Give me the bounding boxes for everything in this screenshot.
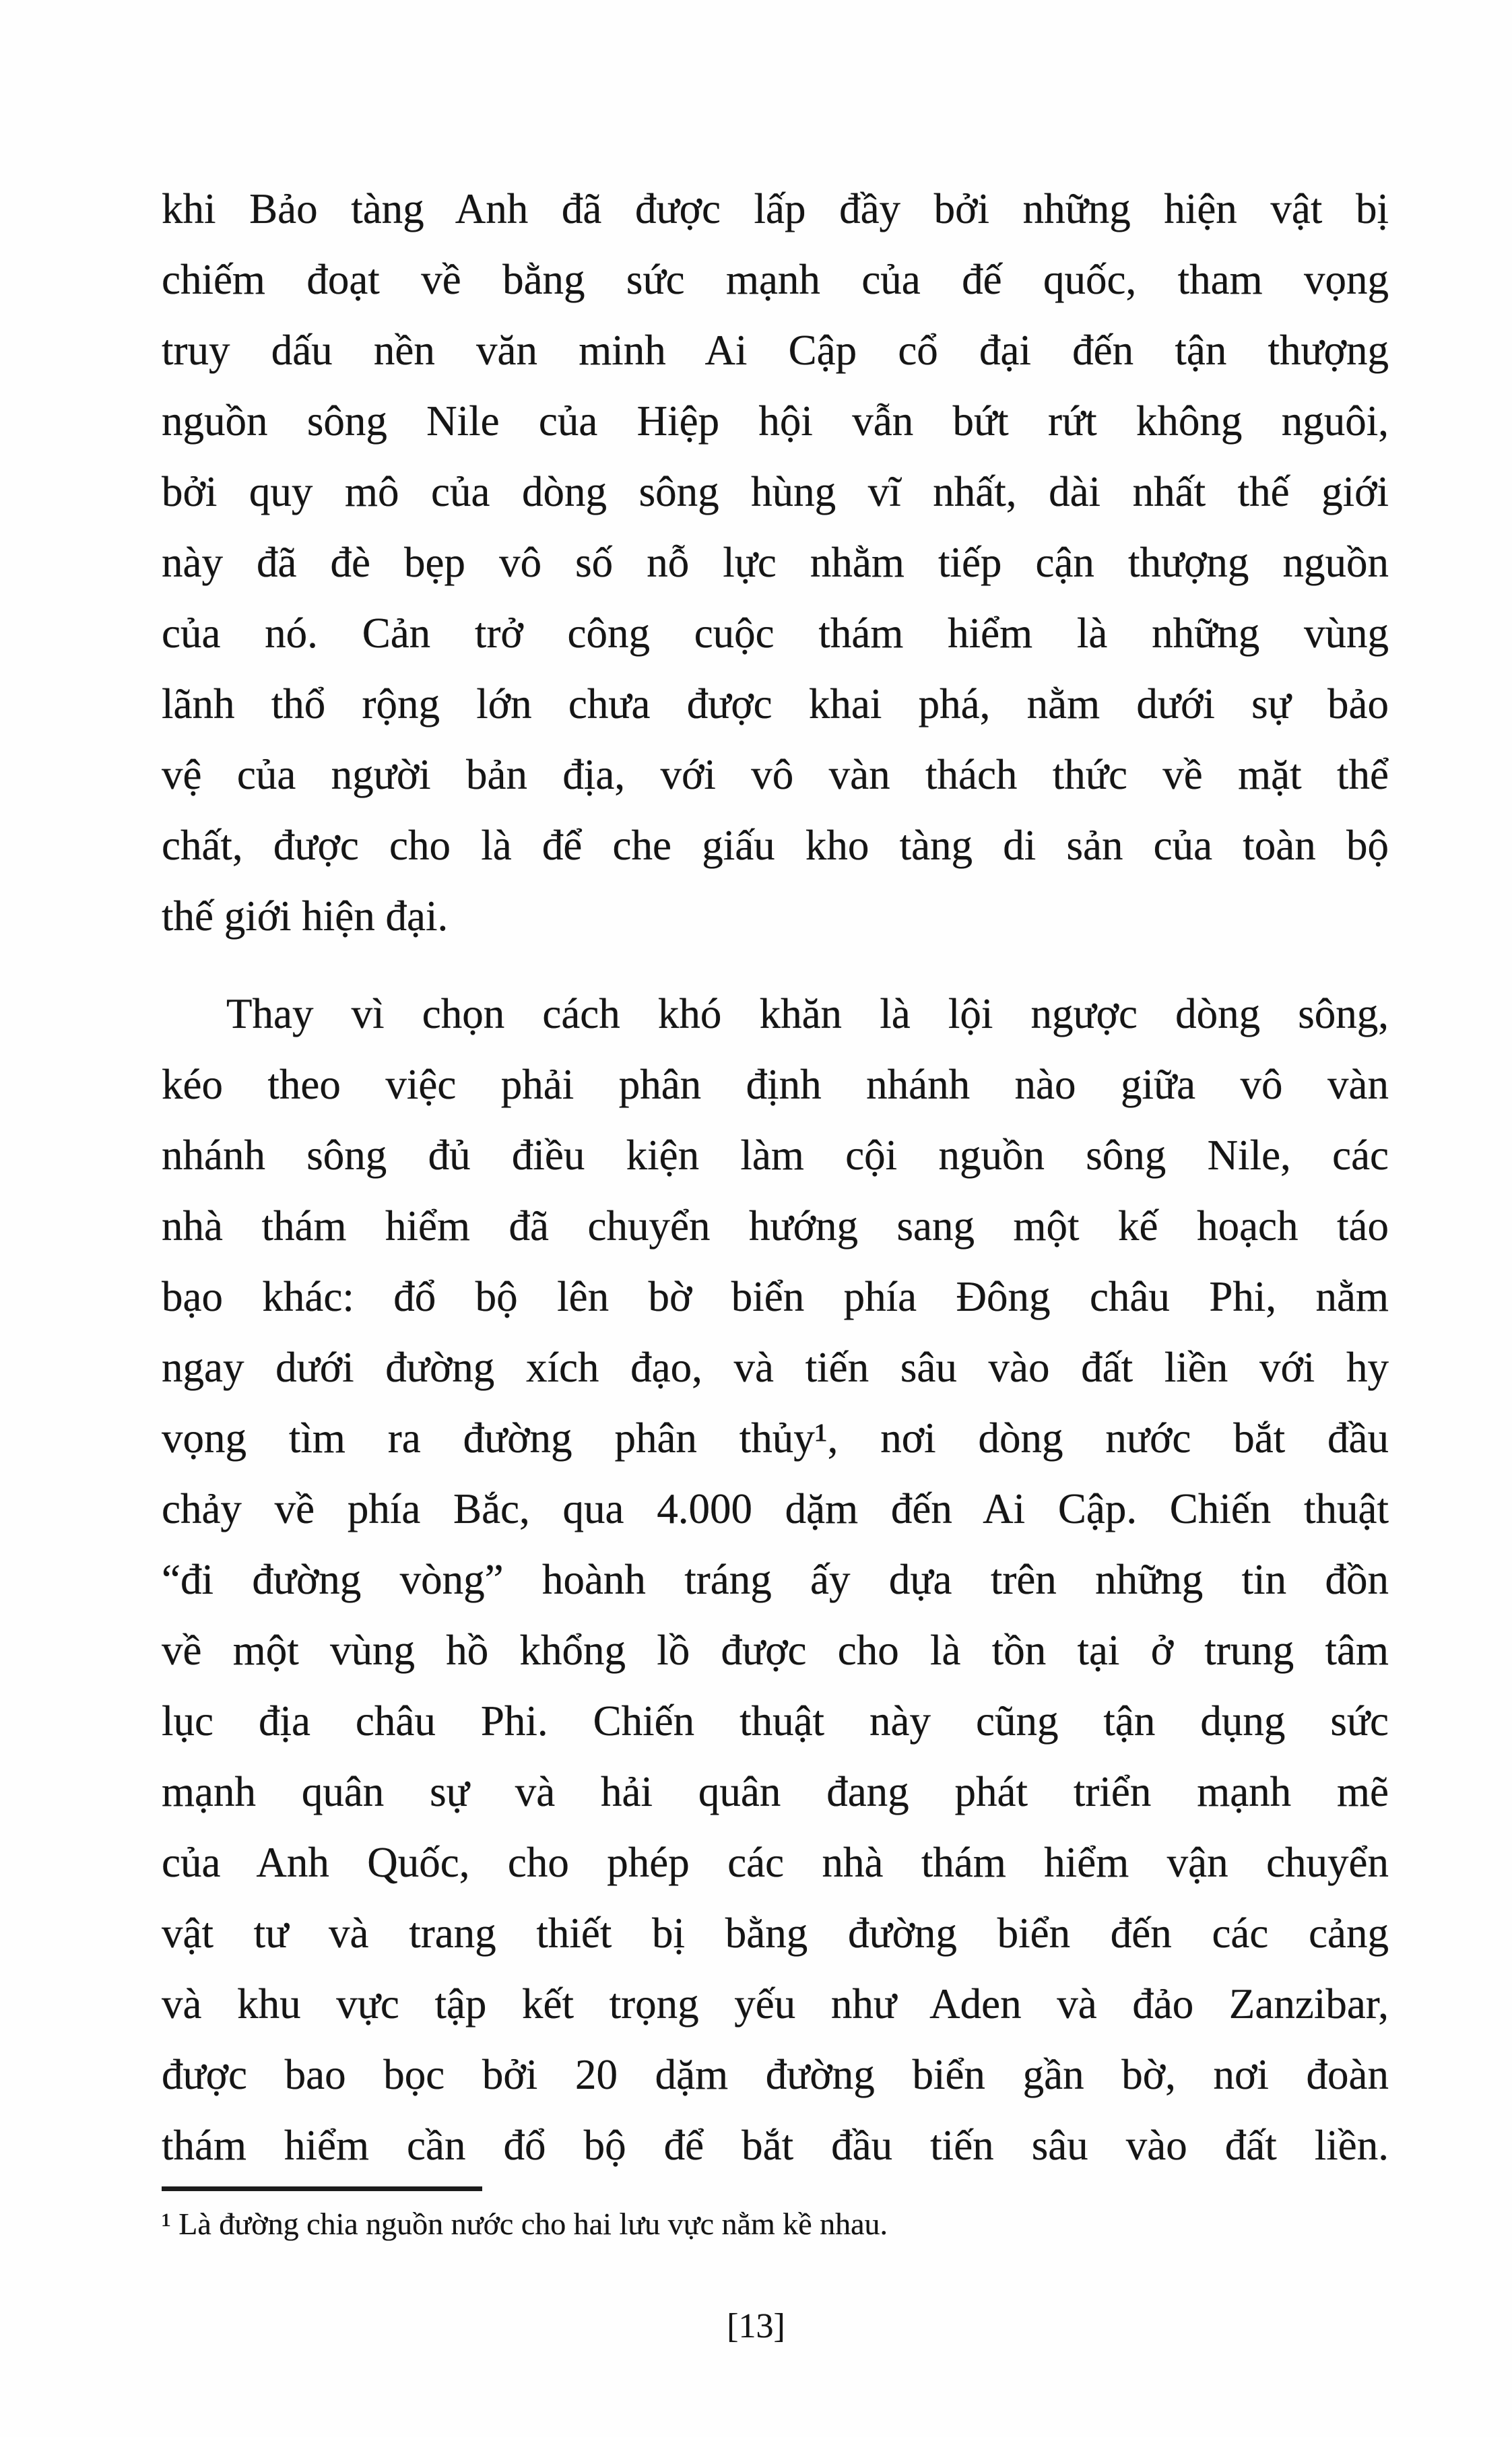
text-line: và khu vực tập kết trọng yếu như Aden và đảo Zanzibar, bbox=[162, 1980, 1389, 2027]
text-line: bởi quy mô của dòng sông hùng vĩ nhất, dài nhất thế giới bbox=[162, 468, 1389, 515]
text-line: của Anh Quốc, cho phép các nhà thám hiểm vận chuyển bbox=[162, 1839, 1389, 1886]
text-line: vật tư và trang thiết bị bằng đường biển đến các cảng bbox=[162, 1910, 1389, 1957]
text-line: lãnh thổ rộng lớn chưa được khai phá, nằm dưới sự bảo bbox=[162, 680, 1389, 727]
text-line: chất, được cho là để che giấu kho tàng di sản của toàn bộ bbox=[162, 822, 1389, 869]
text-line: vọng tìm ra đường phân thủy¹, nơi dòng nước bắt đầu bbox=[162, 1415, 1389, 1462]
text-line: thám hiểm cần đổ bộ để bắt đầu tiến sâu vào đất liền. bbox=[162, 2122, 1389, 2169]
text-line: “đi đường vòng” hoành tráng ấy dựa trên những tin đồn bbox=[162, 1556, 1389, 1603]
text-line: Thay vì chọn cách khó khăn là lội ngược dòng sông, bbox=[226, 990, 1389, 1037]
body-text bbox=[162, 174, 1389, 2181]
text-line: lục địa châu Phi. Chiến thuật này cũng tận dụng sức bbox=[162, 1697, 1389, 1745]
text-line: nhà thám hiểm đã chuyển hướng sang một kế hoạch táo bbox=[162, 1202, 1389, 1249]
text-line: truy dấu nền văn minh Ai Cập cổ đại đến tận thượng bbox=[162, 327, 1389, 374]
text-line: này đã đè bẹp vô số nỗ lực nhằm tiếp cận thượng nguồn bbox=[162, 539, 1389, 586]
paragraph-2 bbox=[162, 979, 1389, 2181]
text-line: về một vùng hồ khổng lồ được cho là tồn tại ở trung tâm bbox=[162, 1627, 1389, 1674]
text-line: bạo khác: đổ bộ lên bờ biển phía Đông châu Phi, nằm bbox=[162, 1273, 1389, 1320]
text-line: nguồn sông Nile của Hiệp hội vẫn bứt rứt không nguôi, bbox=[162, 397, 1389, 445]
text-line: thế giới hiện đại. bbox=[162, 892, 449, 940]
text-line: kéo theo việc phải phân định nhánh nào giữa vô vàn bbox=[162, 1061, 1389, 1108]
text-line: được bao bọc bởi 20 dặm đường biển gần bờ, nơi đoàn bbox=[162, 2051, 1389, 2098]
text-line: ngay dưới đường xích đạo, và tiến sâu vào đất liền với hy bbox=[162, 1344, 1389, 1391]
text-line: mạnh quân sự và hải quân đang phát triển mạnh mẽ bbox=[162, 1768, 1389, 1815]
text-line: chảy về phía Bắc, qua 4.000 dặm đến Ai Cập. Chiến thuật bbox=[162, 1485, 1389, 1532]
footnote-separator-rule bbox=[162, 2186, 482, 2191]
text-line: vệ của người bản địa, với vô vàn thách thức về mặt thể bbox=[162, 751, 1389, 798]
text-line: khi Bảo tàng Anh đã được lấp đầy bởi những hiện vật bị bbox=[162, 185, 1389, 232]
text-line: của nó. Cản trở công cuộc thám hiểm là những vùng bbox=[162, 610, 1389, 657]
footnote-text: ¹ Là đường chia nguồn nước cho hai lưu vực nằm kề nhau. bbox=[162, 2207, 888, 2241]
text-line: chiếm đoạt về bằng sức mạnh của đế quốc, tham vọng bbox=[162, 256, 1389, 303]
paragraph-1 bbox=[162, 174, 1389, 952]
page-number: [13] bbox=[727, 2307, 785, 2345]
text-line: nhánh sông đủ điều kiện làm cội nguồn sông Nile, các bbox=[162, 1132, 1389, 1179]
